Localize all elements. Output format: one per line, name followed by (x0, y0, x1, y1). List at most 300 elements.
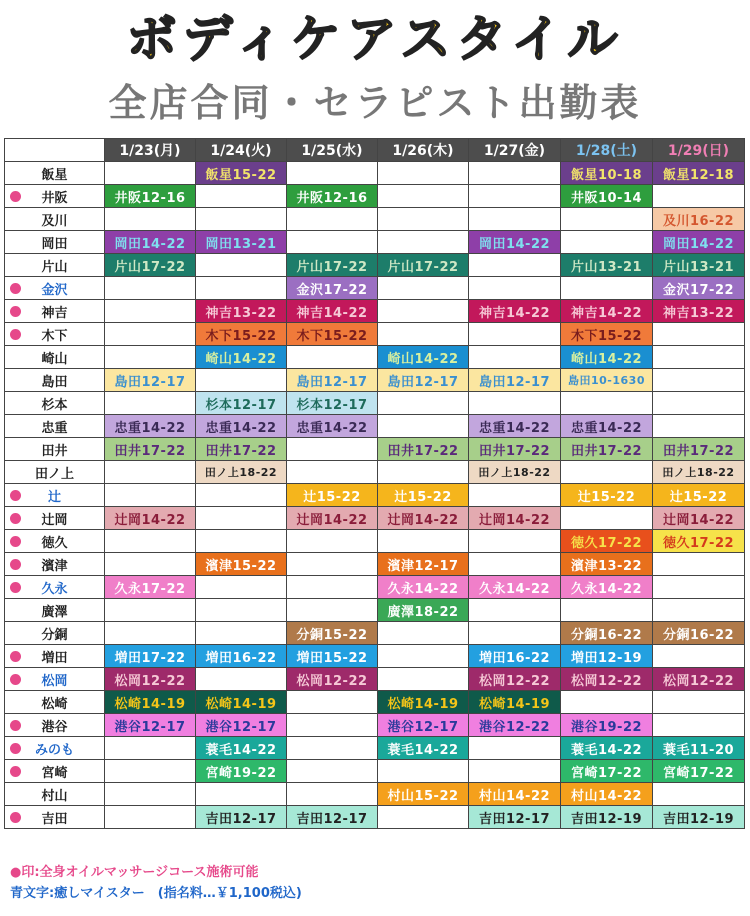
therapist-name-label: 港谷 (41, 719, 68, 735)
shift-cell: 島田12-17 (287, 369, 378, 392)
empty-cell (469, 346, 561, 369)
therapist-name (5, 783, 105, 806)
table-row (5, 392, 745, 415)
shift-cell: 村山15-22 (378, 783, 469, 806)
shift-cell: 片山17-22 (287, 254, 378, 277)
therapist-name (5, 461, 105, 484)
table-row (5, 415, 745, 438)
shift-cell: 吉田12-19 (653, 806, 745, 829)
shift-cell: 松崎14-19 (469, 691, 561, 714)
shift-cell: 片山17-22 (105, 254, 196, 277)
shift-cell: 岡田14-22 (653, 231, 745, 254)
therapist-name (5, 576, 105, 599)
shift-cell: 忠重14-22 (196, 415, 287, 438)
shift-cell: 島田12-17 (469, 369, 561, 392)
legend-blue-meister: 青文字:癒しマイスター (指名料…￥1,100税込) (10, 886, 302, 901)
therapist-name (5, 530, 105, 553)
shift-cell: 片山13-21 (653, 254, 745, 277)
shift-cell: 木下15-22 (196, 323, 287, 346)
oil-course-dot-icon (10, 582, 21, 593)
empty-cell (469, 277, 561, 300)
shift-cell: 松岡12-22 (469, 668, 561, 691)
shift-cell: 辻岡14-22 (287, 507, 378, 530)
corner-cell (5, 139, 105, 162)
table-row (5, 806, 745, 829)
therapist-name (5, 438, 105, 461)
shift-cell: 増田17-22 (105, 645, 196, 668)
shift-cell: 岡田13-21 (196, 231, 287, 254)
oil-course-dot-icon (10, 559, 21, 570)
therapist-name (5, 760, 105, 783)
shift-cell: 忠重14-22 (561, 415, 653, 438)
empty-cell (287, 208, 378, 231)
table-row (5, 760, 745, 783)
shift-cell: 飯星10-18 (561, 162, 653, 185)
empty-cell (653, 714, 745, 737)
therapist-name (5, 553, 105, 576)
shift-cell: 久永14-22 (469, 576, 561, 599)
table-row (5, 553, 745, 576)
therapist-name-label: 徳久 (41, 535, 68, 551)
shift-cell: 田ノ上18-22 (469, 461, 561, 484)
therapist-name-label: 忠重 (41, 420, 68, 436)
therapist-name-label: 飯星 (41, 167, 68, 183)
therapist-name-label: 杉本 (41, 397, 68, 413)
therapist-name (5, 231, 105, 254)
therapist-name-label: 岡田 (41, 236, 68, 252)
shift-cell: 忠重14-22 (287, 415, 378, 438)
therapist-name-label: 辻 (47, 489, 61, 505)
shift-cell: 田井17-22 (196, 438, 287, 461)
empty-cell (561, 599, 653, 622)
therapist-name-label: 田ノ上 (34, 466, 74, 482)
shift-cell: 分銅16-22 (653, 622, 745, 645)
empty-cell (653, 599, 745, 622)
therapist-name (5, 346, 105, 369)
empty-cell (196, 507, 287, 530)
empty-cell (561, 277, 653, 300)
table-row (5, 438, 745, 461)
therapist-name-label: 井阪 (41, 190, 68, 206)
shift-cell: 港谷12-17 (378, 714, 469, 737)
empty-cell (196, 254, 287, 277)
table-row (5, 461, 745, 484)
therapist-name-label: 増田 (41, 650, 68, 666)
shift-cell: 杉本12-17 (196, 392, 287, 415)
therapist-name-label: みのも (34, 742, 74, 758)
empty-cell (469, 162, 561, 185)
empty-cell (287, 461, 378, 484)
day-header: 1/28(土) (561, 139, 653, 162)
empty-cell (105, 622, 196, 645)
empty-cell (105, 530, 196, 553)
shift-cell: 辻岡14-22 (378, 507, 469, 530)
shift-cell: 田井17-22 (469, 438, 561, 461)
empty-cell (196, 599, 287, 622)
table-row (5, 714, 745, 737)
shift-cell: 港谷12-17 (105, 714, 196, 737)
empty-cell (469, 553, 561, 576)
therapist-name-label: 濱津 (41, 558, 68, 574)
shift-cell: 崎山14-22 (561, 346, 653, 369)
empty-cell (653, 691, 745, 714)
table-row (5, 645, 745, 668)
empty-cell (469, 254, 561, 277)
empty-cell (469, 208, 561, 231)
shift-cell: 松岡12-22 (105, 668, 196, 691)
shift-cell: 増田16-22 (469, 645, 561, 668)
empty-cell (653, 576, 745, 599)
day-header: 1/24(火) (196, 139, 287, 162)
empty-cell (378, 323, 469, 346)
oil-course-dot-icon (10, 651, 21, 662)
empty-cell (287, 162, 378, 185)
therapist-name (5, 277, 105, 300)
shift-cell: 片山17-22 (378, 254, 469, 277)
shift-cell: 吉田12-19 (561, 806, 653, 829)
shift-cell: 松岡12-22 (287, 668, 378, 691)
shift-cell: 片山13-21 (561, 254, 653, 277)
empty-cell (378, 277, 469, 300)
empty-cell (196, 369, 287, 392)
therapist-name (5, 737, 105, 760)
oil-course-dot-icon (10, 766, 21, 777)
table-row (5, 484, 745, 507)
shift-cell: 濱津13-22 (561, 553, 653, 576)
shift-cell: 松崎14-19 (196, 691, 287, 714)
therapist-name-label: 辻岡 (41, 512, 68, 528)
empty-cell (469, 599, 561, 622)
empty-cell (287, 714, 378, 737)
shift-cell: 岡田14-22 (469, 231, 561, 254)
shift-cell: 増田16-22 (196, 645, 287, 668)
empty-cell (653, 392, 745, 415)
empty-cell (287, 599, 378, 622)
empty-cell (105, 760, 196, 783)
table-row (5, 783, 745, 806)
oil-course-dot-icon (10, 743, 21, 754)
empty-cell (105, 806, 196, 829)
legend-oil-course: ●印:全身オイルマッサージコース施術可能 (10, 865, 259, 880)
empty-cell (105, 277, 196, 300)
shift-cell: 松岡12-22 (653, 668, 745, 691)
empty-cell (196, 185, 287, 208)
shift-cell: 田井17-22 (653, 438, 745, 461)
therapist-name-label: 島田 (41, 374, 68, 390)
therapist-name (5, 208, 105, 231)
therapist-name (5, 323, 105, 346)
empty-cell (469, 185, 561, 208)
therapist-name-label: 及川 (41, 213, 68, 229)
shift-cell: 港谷12-17 (196, 714, 287, 737)
shift-cell: 神吉14-22 (469, 300, 561, 323)
shift-cell: 港谷12-22 (469, 714, 561, 737)
empty-cell (378, 415, 469, 438)
page-title: ボディケアスタイル (126, 10, 624, 68)
empty-cell (287, 691, 378, 714)
shift-cell: 井阪12-16 (287, 185, 378, 208)
therapist-name-label: 村山 (41, 788, 68, 804)
shift-cell: 徳久17-22 (653, 530, 745, 553)
empty-cell (105, 346, 196, 369)
empty-cell (469, 484, 561, 507)
therapist-name-label: 松岡 (41, 673, 68, 689)
table-row (5, 277, 745, 300)
empty-cell (287, 783, 378, 806)
shift-cell: 田井17-22 (561, 438, 653, 461)
schedule-table (4, 138, 745, 829)
shift-cell: 松岡12-22 (561, 668, 653, 691)
shift-cell: 田ノ上18-22 (653, 461, 745, 484)
shift-cell: 木下15-22 (561, 323, 653, 346)
table-row (5, 668, 745, 691)
empty-cell (105, 484, 196, 507)
empty-cell (105, 599, 196, 622)
shift-cell: 忠重14-22 (469, 415, 561, 438)
empty-cell (196, 576, 287, 599)
shift-cell: 港谷19-22 (561, 714, 653, 737)
therapist-name-label: 木下 (41, 328, 68, 344)
therapist-name (5, 599, 105, 622)
empty-cell (653, 783, 745, 806)
empty-cell (378, 668, 469, 691)
empty-cell (469, 737, 561, 760)
header-row (5, 139, 745, 162)
empty-cell (653, 415, 745, 438)
shift-cell: 金沢17-22 (287, 277, 378, 300)
therapist-name (5, 622, 105, 645)
table-row (5, 300, 745, 323)
table-row (5, 737, 745, 760)
shift-cell: 松崎14-19 (105, 691, 196, 714)
therapist-name-label: 神吉 (41, 305, 68, 321)
oil-course-dot-icon (10, 720, 21, 731)
shift-cell: 濱津12-17 (378, 553, 469, 576)
shift-cell: 島田12-17 (378, 369, 469, 392)
shift-cell: 濱津15-22 (196, 553, 287, 576)
empty-cell (105, 208, 196, 231)
empty-cell (287, 346, 378, 369)
shift-cell: 蓑毛14-22 (196, 737, 287, 760)
shift-cell: 辻15-22 (287, 484, 378, 507)
shift-cell: 辻15-22 (561, 484, 653, 507)
day-header: 1/23(月) (105, 139, 196, 162)
shift-cell: 神吉14-22 (561, 300, 653, 323)
shift-cell: 松崎14-19 (378, 691, 469, 714)
empty-cell (287, 438, 378, 461)
empty-cell (105, 553, 196, 576)
empty-cell (287, 760, 378, 783)
shift-cell: 廣澤18-22 (378, 599, 469, 622)
shift-cell: 久永17-22 (105, 576, 196, 599)
empty-cell (653, 369, 745, 392)
shift-cell: 吉田12-17 (469, 806, 561, 829)
empty-cell (196, 277, 287, 300)
empty-cell (378, 231, 469, 254)
oil-course-dot-icon (10, 283, 21, 294)
therapist-name (5, 185, 105, 208)
empty-cell (378, 461, 469, 484)
day-header: 1/26(木) (378, 139, 469, 162)
empty-cell (469, 530, 561, 553)
shift-cell: 田井17-22 (378, 438, 469, 461)
page-subtitle: 全店合同・セラピスト出勤表 (108, 81, 642, 125)
empty-cell (287, 231, 378, 254)
empty-cell (561, 208, 653, 231)
shift-cell: 崎山14-22 (196, 346, 287, 369)
empty-cell (287, 553, 378, 576)
therapist-name (5, 300, 105, 323)
empty-cell (378, 622, 469, 645)
shift-cell: 吉田12-17 (287, 806, 378, 829)
empty-cell (653, 645, 745, 668)
shift-cell: 飯星15-22 (196, 162, 287, 185)
therapist-name-label: 崎山 (41, 351, 68, 367)
table-row (5, 622, 745, 645)
table-row (5, 231, 745, 254)
therapist-name-label: 吉田 (41, 811, 68, 827)
table-row (5, 162, 745, 185)
empty-cell (378, 392, 469, 415)
empty-cell (469, 622, 561, 645)
empty-cell (653, 346, 745, 369)
therapist-name (5, 507, 105, 530)
empty-cell (378, 208, 469, 231)
day-header: 1/25(水) (287, 139, 378, 162)
empty-cell (653, 185, 745, 208)
therapist-name-label: 片山 (41, 259, 68, 275)
table-row (5, 507, 745, 530)
shift-cell: 村山14-22 (469, 783, 561, 806)
therapist-name-label: 金沢 (41, 282, 68, 298)
shift-cell: 辻岡14-22 (653, 507, 745, 530)
oil-course-dot-icon (10, 490, 21, 501)
shift-cell: 田井17-22 (105, 438, 196, 461)
empty-cell (196, 484, 287, 507)
oil-course-dot-icon (10, 812, 21, 823)
therapist-name (5, 691, 105, 714)
day-header: 1/29(日) (653, 139, 745, 162)
shift-cell: 久永14-22 (561, 576, 653, 599)
shift-cell: 吉田12-17 (196, 806, 287, 829)
empty-cell (105, 392, 196, 415)
shift-cell: 辻15-22 (653, 484, 745, 507)
empty-cell (469, 392, 561, 415)
empty-cell (196, 668, 287, 691)
oil-course-dot-icon (10, 513, 21, 524)
empty-cell (105, 323, 196, 346)
therapist-name-label: 田井 (41, 443, 68, 459)
shift-cell: 村山14-22 (561, 783, 653, 806)
shift-cell: 飯星12-18 (653, 162, 745, 185)
empty-cell (105, 783, 196, 806)
oil-course-dot-icon (10, 674, 21, 685)
therapist-name (5, 645, 105, 668)
shift-cell: 井阪12-16 (105, 185, 196, 208)
shift-cell: 神吉14-22 (287, 300, 378, 323)
shift-cell: 崎山14-22 (378, 346, 469, 369)
therapist-name (5, 254, 105, 277)
table-row (5, 208, 745, 231)
empty-cell (196, 208, 287, 231)
therapist-name-label: 宮崎 (41, 765, 68, 781)
table-row (5, 691, 745, 714)
shift-cell: 蓑毛14-22 (378, 737, 469, 760)
therapist-name-label: 久永 (41, 581, 68, 597)
shift-cell: 島田12-17 (105, 369, 196, 392)
shift-cell: 神吉13-22 (196, 300, 287, 323)
empty-cell (378, 185, 469, 208)
shift-cell: 辻岡14-22 (105, 507, 196, 530)
empty-cell (105, 737, 196, 760)
shift-cell: 蓑毛11-20 (653, 737, 745, 760)
therapist-name-label: 松崎 (41, 696, 68, 712)
shift-cell: 杉本12-17 (287, 392, 378, 415)
empty-cell (561, 231, 653, 254)
shift-cell: 神吉13-22 (653, 300, 745, 323)
empty-cell (653, 553, 745, 576)
shift-cell: 田ノ上18-22 (196, 461, 287, 484)
shift-cell: 木下15-22 (287, 323, 378, 346)
shift-cell: 辻岡14-22 (469, 507, 561, 530)
empty-cell (561, 461, 653, 484)
shift-cell: 宮崎19-22 (196, 760, 287, 783)
shift-cell: 井阪10-14 (561, 185, 653, 208)
empty-cell (378, 645, 469, 668)
shift-cell: 増田15-22 (287, 645, 378, 668)
empty-cell (105, 300, 196, 323)
therapist-name (5, 415, 105, 438)
oil-course-dot-icon (10, 329, 21, 340)
table-row (5, 185, 745, 208)
therapist-name (5, 392, 105, 415)
shift-cell: 岡田14-22 (105, 231, 196, 254)
shift-cell: 及川16-22 (653, 208, 745, 231)
shift-cell: 忠重14-22 (105, 415, 196, 438)
oil-course-dot-icon (10, 191, 21, 202)
therapist-name (5, 806, 105, 829)
empty-cell (287, 530, 378, 553)
shift-cell: 徳久17-22 (561, 530, 653, 553)
table-row (5, 530, 745, 553)
shift-cell: 金沢17-22 (653, 277, 745, 300)
empty-cell (196, 622, 287, 645)
therapist-name (5, 668, 105, 691)
empty-cell (653, 323, 745, 346)
oil-course-dot-icon (10, 306, 21, 317)
empty-cell (287, 737, 378, 760)
therapist-name-label: 分銅 (41, 627, 68, 643)
shift-cell: 増田12-19 (561, 645, 653, 668)
empty-cell (378, 806, 469, 829)
shift-cell: 宮崎17-22 (653, 760, 745, 783)
therapist-name (5, 162, 105, 185)
table-row (5, 599, 745, 622)
empty-cell (378, 760, 469, 783)
shift-cell: 分銅16-22 (561, 622, 653, 645)
empty-cell (105, 461, 196, 484)
therapist-name-label: 廣澤 (41, 604, 68, 620)
table-row (5, 346, 745, 369)
table-row (5, 323, 745, 346)
oil-course-dot-icon (10, 536, 21, 547)
shift-cell: 久永14-22 (378, 576, 469, 599)
empty-cell (196, 530, 287, 553)
shift-cell: 辻15-22 (378, 484, 469, 507)
table-row (5, 576, 745, 599)
empty-cell (196, 783, 287, 806)
shift-cell: 宮崎17-22 (561, 760, 653, 783)
